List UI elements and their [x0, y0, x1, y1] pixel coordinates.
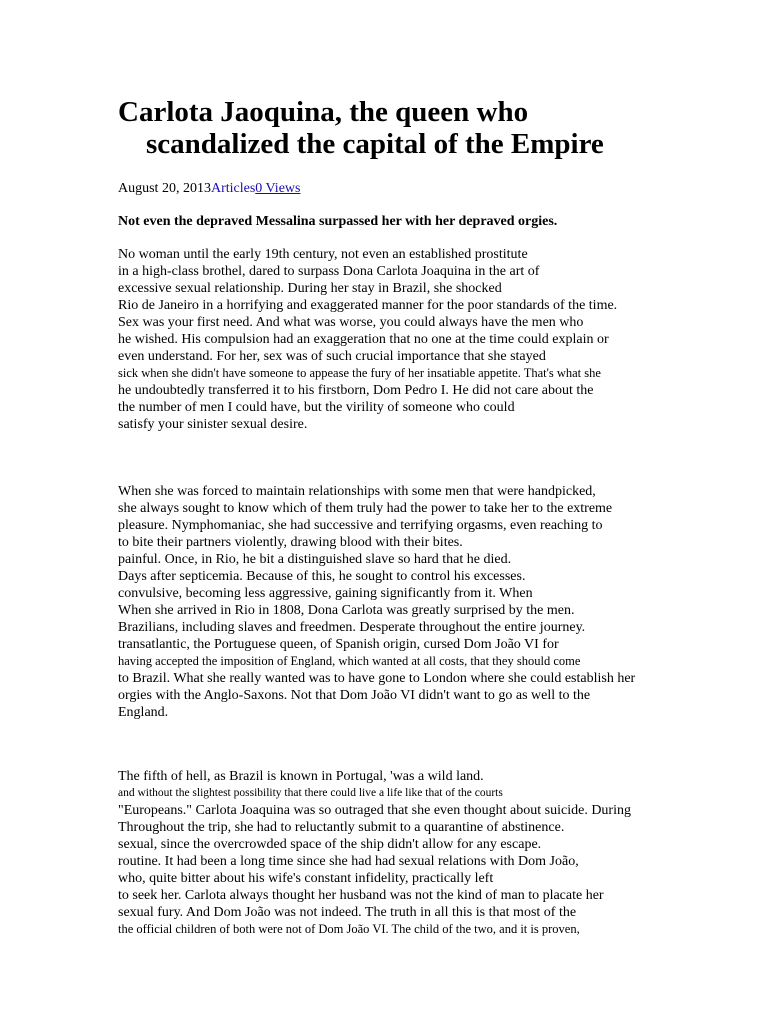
- views-link[interactable]: 0 Views: [255, 181, 301, 196]
- paragraph-line: convulsive, becoming less aggressive, gaining significantly from it. When: [118, 586, 533, 601]
- paragraph-line: When she was forced to maintain relationships with some men that were handpicked,: [118, 484, 596, 499]
- paragraph-line: routine. It had been a long time since she had had sexual relations with Dom João,: [118, 854, 579, 869]
- title-line-1: Carlota Jaoquina, the queen who: [118, 96, 529, 128]
- paragraph-3: [118, 768, 631, 938]
- paragraph-line: Sex was your first need. And what was worse, you could always have the men who: [118, 315, 584, 330]
- paragraph-line: Rio de Janeiro in a horrifying and exaggerated manner for the poor standards of the time.: [118, 298, 618, 313]
- paragraph-line: excessive sexual relationship. During her stay in Brazil, she shocked: [118, 281, 502, 296]
- publish-date: August 20, 2013: [118, 181, 211, 196]
- paragraph-line: to Brazil. What she really wanted was to have gone to London where she could establish her: [118, 671, 636, 686]
- paragraph-line: in a high-class brothel, dared to surpass Dona Carlota Joaquina in the art of: [118, 264, 540, 279]
- paragraph-line: the official children of both were not of Dom João VI. The child of the two, and it is proven,: [118, 922, 580, 936]
- paragraph-line: The fifth of hell, as Brazil is known in Portugal, 'was a wild land.: [118, 769, 484, 784]
- paragraph-line: sexual, since the overcrowded space of the ship didn't allow for any escape.: [118, 837, 542, 852]
- paragraph-line: Days after septicemia. Because of this, he sought to control his excesses.: [118, 569, 526, 584]
- article: [118, 96, 748, 936]
- paragraph-line: Brazilians, including slaves and freedmen. Desperate throughout the entire journey.: [118, 620, 586, 635]
- article-meta: [118, 180, 300, 197]
- paragraph-line: she always sought to know which of them truly had the power to take her to the extreme: [118, 501, 613, 516]
- paragraph-line: even understand. For her, sex was of such crucial importance that she stayed: [118, 349, 546, 364]
- paragraph-line: sick when she didn't have someone to appease the fury of her insatiable appetite. That's what she: [118, 366, 601, 380]
- article-title: [118, 96, 748, 160]
- paragraph-line: having accepted the imposition of England, which wanted at all costs, that they should come: [118, 654, 581, 668]
- paragraph-line: who, quite bitter about his wife's constant infidelity, practically left: [118, 871, 494, 886]
- category-link[interactable]: Articles: [210, 181, 256, 196]
- paragraph-line: orgies with the Anglo-Saxons. Not that Dom João VI didn't want to go as well to the: [118, 688, 591, 703]
- paragraph-2: [118, 483, 635, 721]
- paragraph-line: he undoubtedly transferred it to his firstborn, Dom Pedro I. He did not care about the: [118, 383, 594, 398]
- paragraph-line: sexual fury. And Dom João was not indeed. The truth in all this is that most of the: [118, 905, 577, 920]
- paragraph-line: painful. Once, in Rio, he bit a distinguished slave so hard that he died.: [118, 552, 512, 567]
- paragraph-line: Throughout the trip, she had to reluctantly submit to a quarantine of abstinence.: [118, 820, 565, 835]
- paragraph-line: When she arrived in Rio in 1808, Dona Carlota was greatly surprised by the men.: [118, 603, 575, 618]
- paragraph-line: the number of men I could have, but the virility of someone who could: [118, 400, 515, 415]
- title-line-2: scandalized the capital of the Empire: [146, 128, 604, 160]
- paragraph-1: [118, 246, 617, 433]
- paragraph-line: pleasure. Nymphomaniac, she had successive and terrifying orgasms, even reaching to: [118, 518, 603, 533]
- lead-sentence: Not even the depraved Messalina surpassed her with her depraved orgies.: [118, 214, 558, 229]
- paragraph-line: satisfy your sinister sexual desire.: [118, 417, 308, 432]
- paragraph-line: to bite their partners violently, drawing blood with their bites.: [118, 535, 463, 550]
- paragraph-line: England.: [118, 705, 169, 720]
- paragraph-line: No woman until the early 19th century, not even an established prostitute: [118, 247, 528, 262]
- paragraph-line: he wished. His compulsion had an exaggeration that no one at the time could explain or: [118, 332, 609, 347]
- paragraph-line: and without the slightest possibility that there could live a life like that of the courts: [118, 787, 503, 799]
- paragraph-line: transatlantic, the Portuguese queen, of Spanish origin, cursed Dom João VI for: [118, 637, 559, 652]
- paragraph-line: to seek her. Carlota always thought her husband was not the kind of man to placate her: [118, 888, 604, 903]
- paragraph-line: "Europeans." Carlota Joaquina was so outraged that she even thought about suicide. During: [118, 803, 631, 818]
